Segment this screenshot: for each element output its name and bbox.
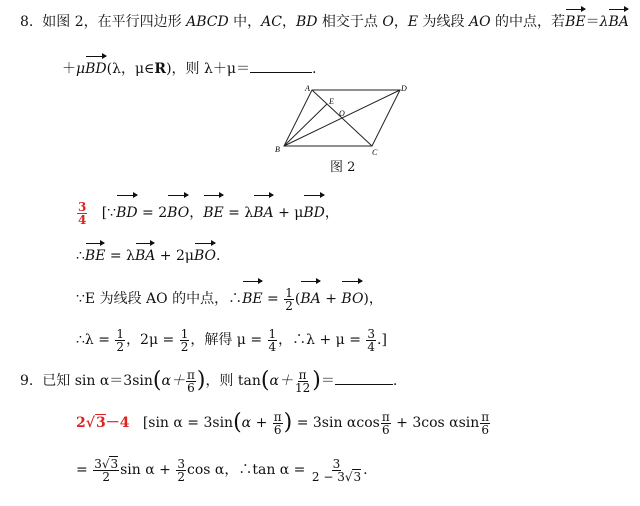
- a8-line3: ∵E 为线段 AO 的中点，∴BE = $\frac{1}{2}$ (BA + BO)，: [76, 285, 383, 313]
- a8-line2: ∴BE = λBA + 2μBO.: [76, 248, 221, 264]
- figure-caption: 图 2: [330, 160, 356, 175]
- answer-blank: [250, 58, 312, 73]
- q8-line2: ＋μBD(λ，μ∈R)，则 λ＋μ＝ .: [62, 58, 316, 79]
- label-b: B: [275, 145, 280, 154]
- q8-number: 8.: [20, 14, 34, 30]
- segment-be: [284, 104, 327, 146]
- vector-be: BE: [565, 14, 586, 30]
- q9-number: 9.: [20, 373, 34, 389]
- label-e: E: [329, 97, 334, 106]
- parallelogram-figure: [272, 80, 412, 160]
- label-a: A: [305, 84, 310, 93]
- a8-answer: $\frac{3}{4}$: [78, 199, 87, 227]
- vector-bd: BD: [85, 61, 107, 77]
- vector-ba: BA: [608, 14, 629, 30]
- label-o: O: [339, 109, 345, 118]
- q8-line1: 8. 如图 2，在平行四边形 ABCD 中，AC，BD 相交于点 O，E 为线段 AO 的中点，若BE＝λBA: [20, 14, 629, 30]
- label-c: C: [372, 148, 378, 157]
- a9-line1: 2√3－4 [sin α = 3sin(α + $\frac{\pi}{6}$ ) = 3sin αcos $\frac{\pi}{6}$ + 3cos αsin $\frac{\pi}{6}$: [76, 409, 490, 437]
- a9-answer: 2√3－4: [76, 415, 130, 431]
- a9-line2: = $\frac{3√3}{2}$ sin α + $\frac{3}{2}$ cos α，∴tan α = $\frac{3}{2 - 3√3}$ .: [76, 456, 368, 484]
- q9-line: 9. 已知 sin α＝3sin(α＋ $\frac{\pi}{6}$ )，则 tan(α＋ $\frac{\pi}{12}$ )＝ .: [20, 367, 398, 395]
- diagonal-bd: [284, 90, 400, 146]
- label-d: D: [401, 84, 407, 93]
- answer-blank: [335, 370, 393, 385]
- a8-line1: $\frac{3}{4}$ [∵BD = 2BO，BE = λBA + μBD，: [78, 199, 339, 227]
- a8-line4: ∴λ = $\frac{1}{2}$ ，2μ = $\frac{1}{2}$ ，解得 μ = $\frac{1}{4}$ ，∴λ + μ = $\frac{3}{4}$ .]: [76, 326, 387, 354]
